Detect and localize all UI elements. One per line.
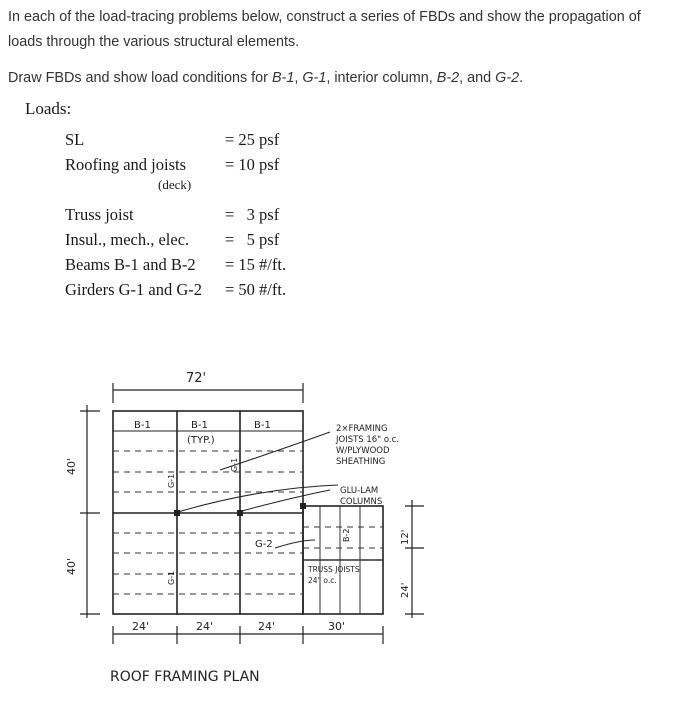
plan-title: ROOF FRAMING PLAN	[110, 669, 260, 685]
load-value-insulation: = 5 psf	[225, 230, 280, 249]
instruction-text: Draw FBDs and show load conditions for	[8, 70, 272, 86]
load-label-roofing: Roofing and joists	[65, 155, 187, 174]
member-g1: G-1	[302, 70, 327, 86]
girder-label-g1: G-1	[230, 457, 239, 472]
girder-label-g1: G-1	[167, 570, 176, 585]
instruction-paragraph-1: In each of the load-tracing problems below, construct a series of FBDs and show the propagation of loads through the various structural elements.	[8, 9, 641, 50]
note-framing-1: 2×FRAMING	[336, 424, 388, 434]
note-columns-2: COLUMNS	[340, 497, 383, 507]
load-label-sl: SL	[65, 130, 85, 149]
girder-label-g1: G-1	[167, 473, 176, 488]
load-value-girders: = 50 #/ft.	[225, 280, 287, 299]
dim-left-2: 40'	[65, 557, 78, 575]
note-framing-2: JOISTS 16" o.c.	[336, 435, 399, 445]
note-framing-3: W/PLYWOOD	[336, 446, 390, 456]
period: .	[519, 70, 524, 86]
beam-label-typ: (TYP.)	[187, 435, 215, 446]
dim-right-1: 12'	[400, 529, 411, 545]
note-columns-1: GLU-LAM	[340, 486, 379, 496]
load-label-girders: Girders G-1 and G-2	[65, 280, 203, 299]
girder-label-g2: G-2	[255, 539, 273, 550]
dim-bay-4: 30'	[328, 620, 346, 633]
beam-label-b1: B-1	[191, 420, 208, 431]
dim-bay-2: 24'	[196, 620, 214, 633]
load-label-beams: Beams B-1 and B-2	[65, 255, 196, 274]
member-b2: B-2	[436, 70, 460, 86]
beam-label-b2: B-2	[342, 528, 351, 542]
dim-left-1: 40'	[65, 457, 78, 475]
column-marker	[174, 510, 180, 516]
load-value-roofing: = 10 psf	[225, 155, 280, 174]
note-truss-2: 24" o.c.	[308, 576, 337, 585]
dim-right-2: 24'	[400, 582, 411, 598]
member-b1: B-1	[271, 70, 295, 86]
separator: ,	[294, 70, 303, 86]
dim-bay-3: 24'	[258, 620, 276, 633]
load-label-insulation: Insul., mech., elec.	[65, 230, 190, 249]
dim-bay-1: 24'	[132, 620, 150, 633]
load-value-truss: = 3 psf	[225, 205, 280, 224]
loads-heading: Loads:	[25, 99, 72, 118]
beam-label-b1: B-1	[134, 420, 151, 431]
separator: , and	[459, 70, 496, 86]
beam-label-b1: B-1	[254, 420, 271, 431]
note-framing-4: SHEATHING	[336, 457, 386, 467]
load-value-sl: = 25 psf	[225, 130, 280, 149]
load-note-deck: (deck)	[158, 177, 192, 192]
load-label-truss: Truss joist	[65, 205, 134, 224]
load-value-beams: = 15 #/ft.	[225, 255, 287, 274]
separator: , interior column,	[326, 70, 437, 86]
member-g2: G-2	[495, 70, 520, 86]
note-truss-1: TRUSS JOISTS	[308, 565, 360, 574]
dim-overall: 72'	[186, 371, 207, 386]
column-marker	[300, 503, 306, 509]
